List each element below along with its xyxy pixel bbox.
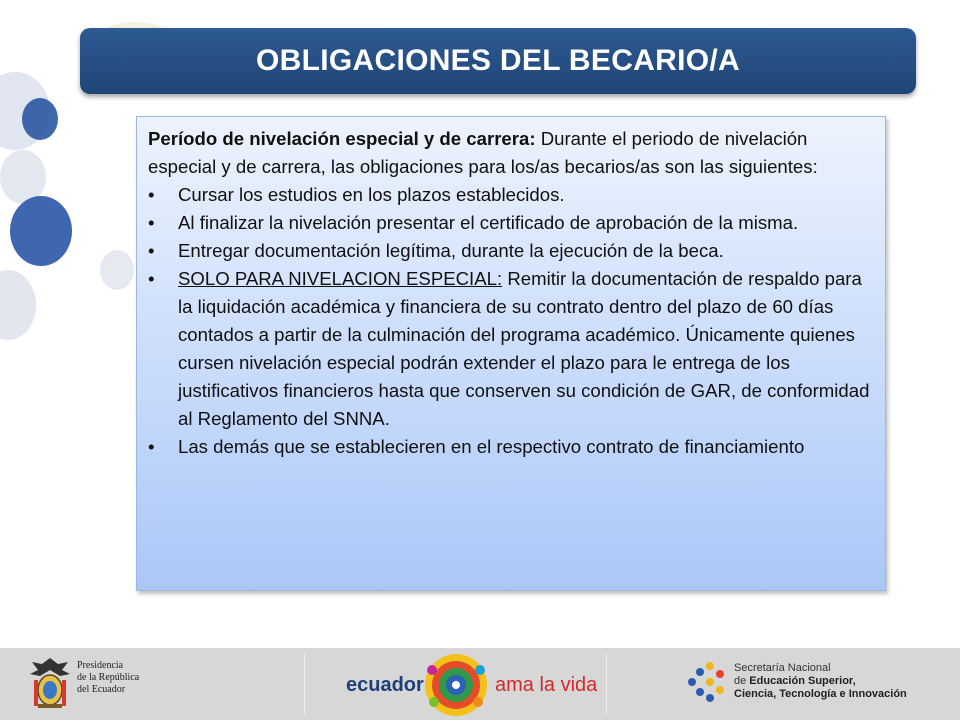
decor-bubble: [22, 98, 58, 140]
bullet-prefix: SOLO PARA NIVELACION ESPECIAL:: [178, 268, 503, 289]
list-item: • Cursar los estudios en los plazos establecidos.: [178, 181, 875, 209]
list-item: • Al finalizar la nivelación presentar el certificado de aprobación de la misma.: [178, 209, 875, 237]
list-item: • Las demás que se establecieren en el respectivo contrato de financiamiento: [178, 433, 875, 461]
senescyt-line-bold: Educación Superior,: [749, 675, 856, 687]
content-box: [136, 116, 886, 591]
decor-bubble: [0, 270, 36, 340]
obligations-list: [148, 181, 875, 461]
presidencia-line: del Ecuador: [77, 684, 126, 695]
slide-title: OBLIGACIONES DEL BECARIO/A: [256, 44, 740, 77]
senescyt-line: [734, 675, 907, 688]
footer-divider: [606, 654, 607, 714]
title-banner: [80, 28, 916, 94]
senescyt-line-prefix: de: [734, 675, 750, 687]
intro-paragraph: [148, 125, 875, 181]
bullet-text: Remitir la documentación de respaldo para la liquidación académica y financiera de su contrato dentro del plazo de 60 días contados a partir de la culminación del programa académico. Únicamente quienes cursen nivelación especial podrán extender el plazo para le entrega de los justificativos financieros hasta que conserven su condición de GAR, de conformidad al Reglamento del SNNA.: [178, 268, 870, 429]
presidencia-logo-text: [77, 660, 139, 696]
senescyt-logo-text: [734, 662, 907, 701]
decor-bubble: [10, 196, 72, 266]
footer-divider: [304, 654, 305, 714]
senescyt-line: Ciencia, Tecnología e Innovación: [734, 688, 907, 700]
ecuador-wordmark: ecuador: [346, 674, 424, 696]
list-item: • Entregar documentación legítima, durante la ejecución de la beca.: [178, 237, 875, 265]
senescyt-line: Secretaría Nacional: [734, 662, 831, 674]
footer-bar: [0, 648, 960, 720]
list-item: [178, 265, 875, 433]
coat-of-arms-icon: [28, 654, 72, 714]
intro-text: Durante el periodo de nivelación especial y de carrera, las obligaciones para los/as becarios/as son las siguientes:: [148, 128, 818, 177]
intro-heading: Período de nivelación especial y de carrera:: [148, 128, 536, 149]
presidencia-line: Presidencia: [77, 660, 124, 671]
decor-bubble: [100, 250, 134, 290]
senescyt-logo-icon: [684, 658, 730, 708]
ama-la-vida-wordmark: ama la vida: [495, 674, 598, 696]
presidencia-line: de la República: [77, 672, 140, 683]
sun-logo-icon: [420, 650, 492, 720]
